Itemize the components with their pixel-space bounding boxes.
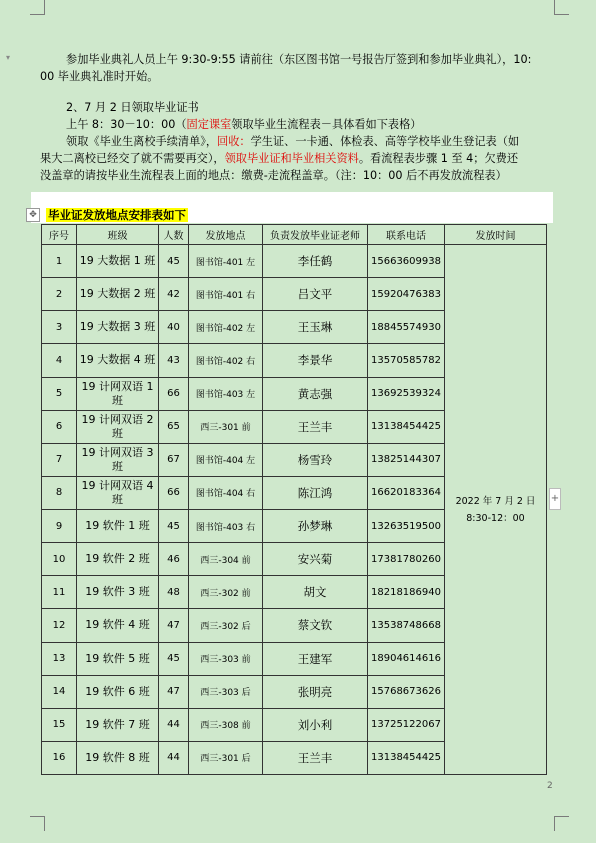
cell-teacher: 黄志强 — [263, 377, 368, 410]
cell-location: 图书馆-401 右 — [189, 278, 263, 311]
cell-teacher: 蔡文钦 — [263, 609, 368, 642]
cell-phone: 18904614616 — [368, 642, 445, 675]
cell-count: 40 — [159, 311, 189, 344]
cell-location: 图书馆-404 左 — [189, 443, 263, 476]
cell-teacher: 王兰丰 — [263, 410, 368, 443]
cell-class: 19 计网双语 1 班 — [77, 377, 159, 410]
cell-location: 西三-303 前 — [189, 642, 263, 675]
cell-count: 48 — [159, 576, 189, 609]
cell-location: 图书馆-404 右 — [189, 476, 263, 509]
cell-number: 13 — [42, 642, 77, 675]
cell-number: 14 — [42, 675, 77, 708]
cell-teacher: 孙梦琳 — [263, 510, 368, 543]
cell-phone: 13825144307 — [368, 443, 445, 476]
cell-count: 66 — [159, 476, 189, 509]
cell-phone: 13692539324 — [368, 377, 445, 410]
cell-count: 44 — [159, 708, 189, 741]
cell-class: 19 计网双语 2 班 — [77, 410, 159, 443]
cell-phone: 17381780260 — [368, 543, 445, 576]
crop-mark-bottom-left — [30, 816, 45, 831]
cell-class: 19 软件 6 班 — [77, 675, 159, 708]
move-handle-icon[interactable]: ✥ — [26, 208, 40, 222]
cell-count: 45 — [159, 510, 189, 543]
cell-location: 西三-302 后 — [189, 609, 263, 642]
cell-teacher: 胡文 — [263, 576, 368, 609]
cell-class: 19 计网双语 4 班 — [77, 476, 159, 509]
cell-teacher: 杨雪玲 — [263, 443, 368, 476]
schedule-table — [41, 224, 547, 775]
cell-count: 47 — [159, 675, 189, 708]
cell-number: 4 — [42, 344, 77, 377]
cell-number: 6 — [42, 410, 77, 443]
cell-number: 7 — [42, 443, 77, 476]
page-bottom-strip — [0, 843, 596, 847]
cell-number: 12 — [42, 609, 77, 642]
cell-number: 11 — [42, 576, 77, 609]
cell-number: 8 — [42, 476, 77, 509]
crop-mark-top-right — [554, 0, 569, 15]
page-number: 2 — [547, 781, 553, 791]
cell-phone: 13138454425 — [368, 410, 445, 443]
cell-teacher: 李景华 — [263, 344, 368, 377]
cell-phone: 13725122067 — [368, 708, 445, 741]
para-2-line-1: 上午 8：30－10：00（固定课室领取毕业生流程表－具体看如下表格） — [66, 118, 422, 131]
column-header: 序号 — [42, 225, 77, 245]
cell-phone: 15663609938 — [368, 245, 445, 278]
para-3-line-3: 没盖章的请按毕业生流程表上面的地点：缴费-走流程盖章。（注：10：00 后不再发放流程表） — [40, 169, 507, 182]
cell-class: 19 软件 4 班 — [77, 609, 159, 642]
issue-hours: 8:30-12：00 — [466, 512, 525, 524]
cell-number: 5 — [42, 377, 77, 410]
issue-date: 2022 年 7 月 2 日 — [455, 495, 536, 507]
para-3-line-1: 领取《毕业生离校手续清单》，回收：学生证、一卡通、体检表、高等学校毕业生登记表（如 — [66, 135, 520, 148]
section-2-heading: 2、7 月 2 日领取毕业证书 — [66, 101, 199, 114]
column-header: 班级 — [77, 225, 159, 245]
cell-location: 西三-303 后 — [189, 675, 263, 708]
cell-number: 10 — [42, 543, 77, 576]
cell-count: 43 — [159, 344, 189, 377]
cell-phone: 15920476383 — [368, 278, 445, 311]
para-1-line-1: 参加毕业典礼人员上午 9:30-9:55 请前往（东区图书馆一号报告厅签到和参加毕业典礼），10: — [66, 53, 532, 66]
column-header: 发放时间 — [445, 225, 547, 245]
cell-teacher: 王建军 — [263, 642, 368, 675]
cell-class: 19 软件 3 班 — [77, 576, 159, 609]
cell-phone: 13570585782 — [368, 344, 445, 377]
cell-phone: 16620183364 — [368, 476, 445, 509]
cell-count: 44 — [159, 741, 189, 774]
cell-number: 15 — [42, 708, 77, 741]
cell-location: 西三-301 后 — [189, 741, 263, 774]
cell-class: 19 大数据 4 班 — [77, 344, 159, 377]
cell-phone: 13538748668 — [368, 609, 445, 642]
cell-phone: 15768673626 — [368, 675, 445, 708]
cell-issue-time — [445, 245, 547, 775]
cell-class: 19 大数据 3 班 — [77, 311, 159, 344]
cell-location: 西三-302 前 — [189, 576, 263, 609]
cell-phone: 18845574930 — [368, 311, 445, 344]
crop-mark-bottom-right — [554, 816, 569, 831]
para-3-line-2: 果大二离校已经交了就不需要再交），领取毕业证和毕业相关资料。看流程表步骤 1 至 4；欠费还 — [40, 152, 519, 165]
cell-count: 66 — [159, 377, 189, 410]
cell-count: 45 — [159, 245, 189, 278]
cell-phone: 18218186940 — [368, 576, 445, 609]
cell-count: 65 — [159, 410, 189, 443]
cell-location: 图书馆-401 左 — [189, 245, 263, 278]
plus-icon[interactable]: + — [549, 488, 561, 510]
para-1-line-2: 00 毕业典礼准时开始。 — [40, 70, 159, 83]
cell-count: 42 — [159, 278, 189, 311]
cell-class: 19 大数据 2 班 — [77, 278, 159, 311]
cell-class: 19 软件 1 班 — [77, 510, 159, 543]
cell-teacher: 张明亮 — [263, 675, 368, 708]
cell-teacher: 王兰丰 — [263, 741, 368, 774]
column-header: 联系电话 — [368, 225, 445, 245]
cell-location: 图书馆-403 右 — [189, 510, 263, 543]
cell-count: 67 — [159, 443, 189, 476]
cell-teacher: 陈江鸿 — [263, 476, 368, 509]
cell-teacher: 李任鹤 — [263, 245, 368, 278]
cell-class: 19 软件 5 班 — [77, 642, 159, 675]
cell-class: 19 软件 7 班 — [77, 708, 159, 741]
column-header: 负责发放毕业证老师 — [263, 225, 368, 245]
column-header: 人数 — [159, 225, 189, 245]
cell-location: 西三-304 前 — [189, 543, 263, 576]
cell-location: 西三-301 前 — [189, 410, 263, 443]
cell-location: 图书馆-403 左 — [189, 377, 263, 410]
cell-class: 19 大数据 1 班 — [77, 245, 159, 278]
cell-number: 16 — [42, 741, 77, 774]
table-header-row — [42, 225, 547, 245]
cell-class: 19 软件 2 班 — [77, 543, 159, 576]
cell-class: 19 计网双语 3 班 — [77, 443, 159, 476]
fold-marker-icon: ▾ — [6, 53, 11, 62]
cell-number: 3 — [42, 311, 77, 344]
crop-mark-top-left — [30, 0, 45, 15]
cell-teacher: 刘小利 — [263, 708, 368, 741]
column-header: 发放地点 — [189, 225, 263, 245]
cell-number: 9 — [42, 510, 77, 543]
cell-location: 图书馆-402 右 — [189, 344, 263, 377]
cell-location: 西三-308 前 — [189, 708, 263, 741]
cell-number: 2 — [42, 278, 77, 311]
cell-teacher: 王玉琳 — [263, 311, 368, 344]
cell-class: 19 软件 8 班 — [77, 741, 159, 774]
cell-count: 47 — [159, 609, 189, 642]
cell-count: 45 — [159, 642, 189, 675]
cell-phone: 13138454425 — [368, 741, 445, 774]
table-title: 毕业证发放地点安排表如下 — [48, 208, 186, 222]
cell-phone: 13263519500 — [368, 510, 445, 543]
cell-number: 1 — [42, 245, 77, 278]
cell-teacher: 安兴菊 — [263, 543, 368, 576]
cell-location: 图书馆-402 左 — [189, 311, 263, 344]
table-row — [42, 245, 547, 278]
cell-count: 46 — [159, 543, 189, 576]
cell-teacher: 吕文平 — [263, 278, 368, 311]
